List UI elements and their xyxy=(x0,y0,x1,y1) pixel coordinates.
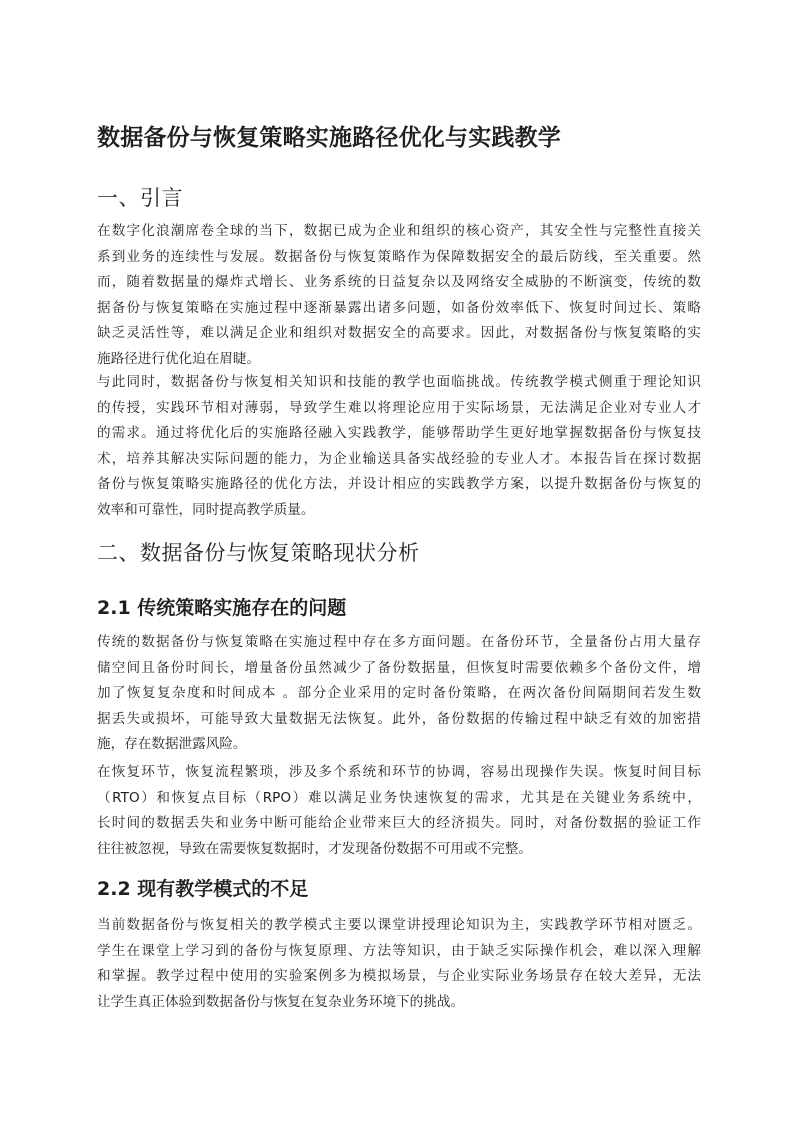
text-line: 据备份与恢复策略在实施过程中逐渐暴露出诸多问题，如备份效率低下、恢复时间过长、策略 xyxy=(97,299,701,316)
subsection-heading-2-1: 2.1 传统策略实施存在的问题 xyxy=(97,597,347,619)
text-line: 学生在课堂上学习到的备份与恢复原理、方法等知识，由于缺乏实际操作机会，难以深入理解 xyxy=(97,942,701,959)
text-line: 往往被忽视，导致在需要恢复数据时，才发现备份数据不可用或不完整。 xyxy=(97,840,532,857)
paragraph-intro-2 xyxy=(97,370,701,523)
text-line: 缺乏灵活性等，难以满足企业和组织对数据安全的高要求。因此，对数据备份与恢复策略的实 xyxy=(97,325,701,341)
section-heading-status-analysis: 二、数据备份与恢复策略现状分析 xyxy=(97,541,420,565)
text-line: 在恢复环节，恢复流程繁琐，涉及多个系统和环节的协调，容易出现操作失误。恢复时间目标 xyxy=(97,764,701,780)
text-line: 施路径进行优化迫在眉睫。 xyxy=(97,350,261,367)
text-line: 在数字化浪潮席卷全球的当下，数据已成为企业和组织的核心资产，其安全性与完整性直接关 xyxy=(97,223,701,239)
text-line: 术，培养其解决实际问题的能力，为企业输送具备实战经验的专业人才。本报告旨在探讨数据 xyxy=(97,450,701,467)
document-title: 数据备份与恢复策略实施路径优化与实践教学 xyxy=(97,125,561,151)
paragraph-2-1-b xyxy=(97,760,701,862)
text-line: 传统的数据备份与恢复策略在实施过程中存在多方面问题。在备份环节，全量备份占用大量存 xyxy=(97,634,701,650)
text-line: 备份与恢复策略实施路径的优化方法，并设计相应的实践教学方案，以提升数据备份与恢复的 xyxy=(97,476,701,492)
paragraph-intro-1 xyxy=(97,219,701,372)
text-line: 据丢失或损坏，可能导致大量数据无法恢复。此外，备份数据的传输过程中缺乏有效的加密措 xyxy=(97,710,701,727)
text-line: 让学生真正体验到数据备份与恢复在复杂业务环境下的挑战。 xyxy=(97,993,465,1010)
text-line: 加了恢复复杂度和时间成本 。部分企业采用的定时备份策略，在两次备份间隔期间若发生数 xyxy=(97,685,701,701)
text-line: 储空间且备份时间长，增量备份虽然减少了备份数据量，但恢复时需要依赖多个备份文件，增 xyxy=(97,659,701,676)
paragraph-2-1-a xyxy=(97,630,701,758)
section-heading-introduction: 一、引言 xyxy=(97,186,183,210)
text-line: 当前数据备份与恢复相关的教学模式主要以课堂讲授理论知识为主，实践教学环节相对匮乏。 xyxy=(97,917,701,933)
text-line: 与此同时，数据备份与恢复相关知识和技能的教学也面临挑战。传统教学模式侧重于理论知识 xyxy=(97,374,701,390)
subsection-heading-2-2: 2.2 现有教学模式的不足 xyxy=(97,878,309,900)
text-line: 效率和可靠性，同时提高教学质量。 xyxy=(97,501,315,518)
text-line: 施，存在数据泄露风险。 xyxy=(97,736,247,752)
text-line: 的需求。通过将优化后的实施路径融入实践教学，能够帮助学生更好地掌握数据备份与恢复技 xyxy=(97,425,701,441)
paragraph-2-2 xyxy=(97,913,701,1015)
text-line: 长时间的数据丢失和业务中断可能给企业带来巨大的经济损失。同时，对备份数据的验证工作 xyxy=(97,815,701,831)
text-line: 而，随着数据量的爆炸式增长、业务系统的日益复杂以及网络安全威胁的不断演变，传统的数 xyxy=(97,274,701,290)
text-line: 和掌握。教学过程中使用的实验案例多为模拟场景，与企业实际业务场景存在较大差异，无法 xyxy=(97,968,701,984)
text-line: （RTO）和恢复点目标（RPO）难以满足业务快速恢复的需求，尤其是在关键业务系统中， xyxy=(97,789,701,806)
text-line: 的传授，实践环节相对薄弱，导致学生难以将理论应用于实际场景，无法满足企业对专业人才 xyxy=(97,399,701,416)
text-line: 系到业务的连续性与发展。数据备份与恢复策略作为保障数据安全的最后防线，至关重要。然 xyxy=(97,248,701,265)
